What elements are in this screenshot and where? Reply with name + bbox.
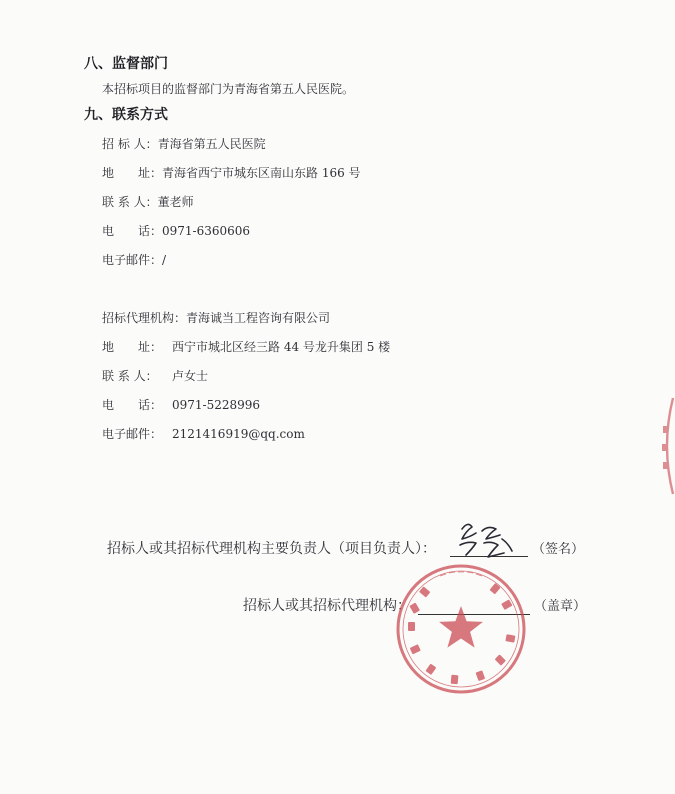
agency-address-value: 西宁市城北区经三路 44 号龙升集团 5 楼 xyxy=(172,340,391,354)
address-value: 青海省西宁市城东区南山东路 166 号 xyxy=(162,166,361,180)
agency-phone-value: 0971-5228996 xyxy=(172,398,261,412)
email-label: 电子邮件： xyxy=(102,253,163,267)
partial-seal-edge xyxy=(655,396,675,496)
tenderer-value: 青海省第五人民医院 xyxy=(157,137,266,151)
agency-row xyxy=(102,312,330,324)
agency-email-value: 2121416919@qq.com xyxy=(172,427,305,441)
agency-contact-value: 卢女士 xyxy=(172,369,209,383)
agency-label: 招标代理机构： xyxy=(102,311,187,325)
tenderer-phone-row xyxy=(102,225,250,237)
tenderer-row xyxy=(102,138,266,150)
contact-person-value: 董老师 xyxy=(157,195,194,209)
phone-value: 0971-6360606 xyxy=(162,224,251,238)
tenderer-label: 招 标 人： xyxy=(102,137,158,151)
agency-seal-label: 招标人或其招标代理机构： xyxy=(243,598,411,614)
email-value: / xyxy=(162,253,167,267)
address-label: 地 址： xyxy=(102,166,163,180)
tenderer-email-row xyxy=(102,254,166,266)
agency-address-label: 地 址： xyxy=(102,340,163,354)
agency-address-row xyxy=(102,341,390,353)
agency-email-row xyxy=(102,428,305,440)
agency-email-label: 电子邮件： xyxy=(102,427,163,441)
heading-contact: 九、联系方式 xyxy=(84,107,168,123)
agency-phone-row xyxy=(102,399,260,411)
principal-signature-label: 招标人或其招标代理机构主要负责人（项目负责人）： xyxy=(107,541,436,557)
tenderer-address-row xyxy=(102,167,361,179)
heading-supervision: 八、监督部门 xyxy=(84,56,168,72)
phone-label: 电 话： xyxy=(102,224,163,238)
agency-value: 青海诚当工程咨询有限公司 xyxy=(186,311,331,325)
agency-seal-suffix: （盖章） xyxy=(534,599,587,614)
principal-signature-suffix: （签名） xyxy=(532,542,585,557)
agency-contact-label: 联 系 人： xyxy=(102,369,158,383)
official-seal xyxy=(394,562,528,696)
agency-contact-row xyxy=(102,370,208,382)
supervision-text: 本招标项目的监督部门为青海省第五人民医院。 xyxy=(102,82,355,96)
contact-person-label: 联 系 人： xyxy=(102,195,158,209)
handwritten-signature xyxy=(452,517,522,563)
tenderer-contact-row xyxy=(102,196,194,208)
agency-phone-label: 电 话： xyxy=(102,398,163,412)
